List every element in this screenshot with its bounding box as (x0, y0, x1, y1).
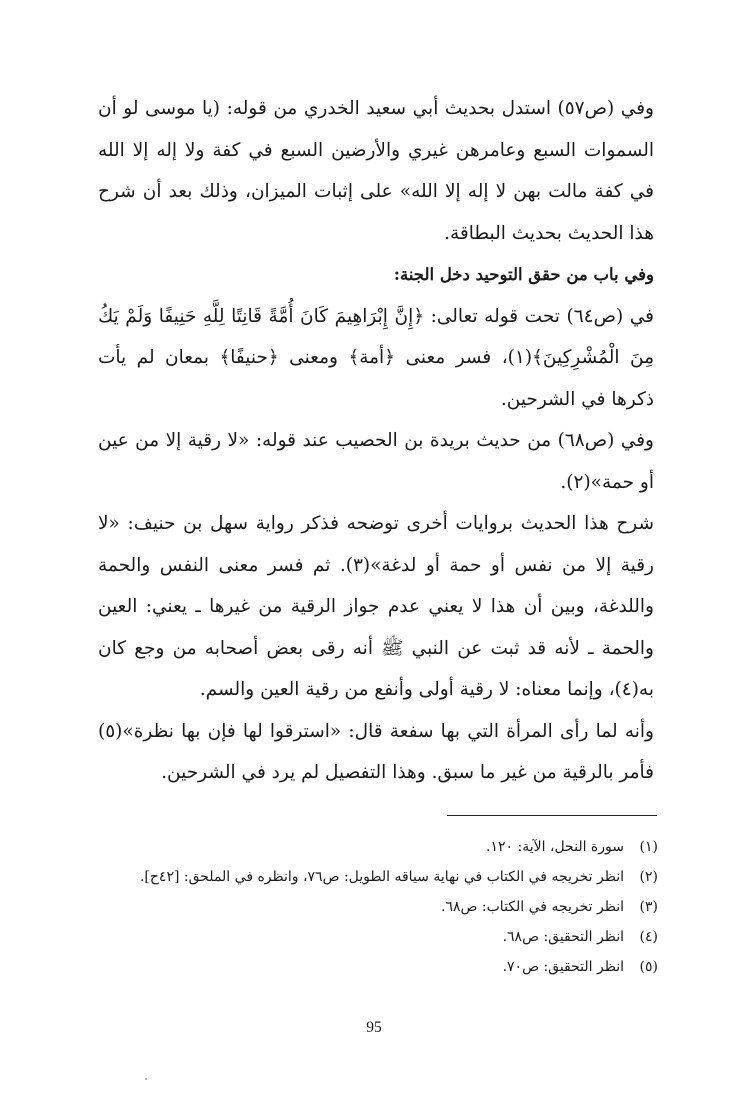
footnote-text: سورة النحل، الآية: ١٢٠. (486, 839, 624, 855)
paragraph-1: وفي (ص٥٧) استدل بحديث أبي سعيد الخدري من قوله: (يا موسى لو أن السموات السبع وعامرهن غيري والأرضين السبع في كفة ولا إله إلا الله في كفة مالت بهن لا إله إلا الله» على إثبات الميزان، وذلك بعد أن شرح هذا الحديث بحديث البطاقة. (98, 98, 654, 244)
footnote-number: (٤) (639, 929, 658, 945)
footnote-number: (٥) (639, 959, 658, 975)
footnote-text: انظر تخريجه في الكتاب: ص٦٨. (441, 899, 624, 915)
footnote-item (120, 892, 658, 922)
footnote-item (120, 922, 658, 952)
page-number: 95 (366, 1019, 382, 1036)
paragraph-3: وفي (ص٦٨) من حديث بريدة بن الحصيب عند قوله: «لا رقية إلا من عين أو حمة»(٢). (98, 430, 654, 493)
paragraph-4: شرح هذا الحديث بروايات أخرى توضحه فذكر رواية سهل بن حنيف: «لا رقية إلا من نفس أو حمة أو لدغة»(٣). ثم فسر معنى النفس والحمة واللدغة، وبين أن هذا لا يعني عدم جواز الرقية من غيرها ـ يعني: العين والحمة ـ لأنه قد ثبت عن النبي ﷺ أنه رقى بعض أصحابه من وجع كان به(٤)، وإنما معناه: لا رقية أولى وأنفع من رقية العين والسم. (98, 513, 654, 700)
footnotes (120, 832, 658, 982)
footnote-number: (٢) (639, 869, 658, 885)
scan-speck (145, 1078, 147, 1080)
section-heading: وفي باب من حقق التوحيد دخل الجنة: (393, 265, 654, 284)
paragraph-5: وأنه لما رأى المرأة التي بها سفعة قال: «استرقوا لها فإن بها نظرة»(٥) فأمر بالرقية من غير ما سبق. وهذا التفصيل لم يرد في الشرحين. (98, 720, 654, 783)
footnote-item (120, 832, 658, 862)
footnote-text: انظر التحقيق: ص٧٠. (502, 959, 624, 975)
footnote-number: (١) (639, 839, 658, 855)
main-text (98, 88, 654, 794)
footnote-separator (447, 815, 657, 816)
footnote-item (120, 862, 658, 892)
footnote-item (120, 952, 658, 982)
footnote-text: انظر تخريجه في الكتاب في نهاية سياقه الطويل: ص٧٦، وانظره في الملحق: [٤٢ح]. (139, 869, 624, 885)
paragraph-2: في (ص٦٤) تحت قوله تعالى: ﴿إِنَّ إِبْرَاهِيمَ كَانَ أُمَّةً قَانِتًا لِلَّهِ حَنِيفًا وَلَمْ يَكُ مِنَ الْمُشْرِكِينَ﴾(١)، فسر معنى ﴿أمة﴾ ومعنى ﴿حنيفًا﴾ بمعان لم يأت ذكرها في الشرحين. (98, 305, 654, 410)
footnote-text: انظر التحقيق: ص٦٨. (502, 929, 624, 945)
footnote-number: (٣) (639, 899, 658, 915)
